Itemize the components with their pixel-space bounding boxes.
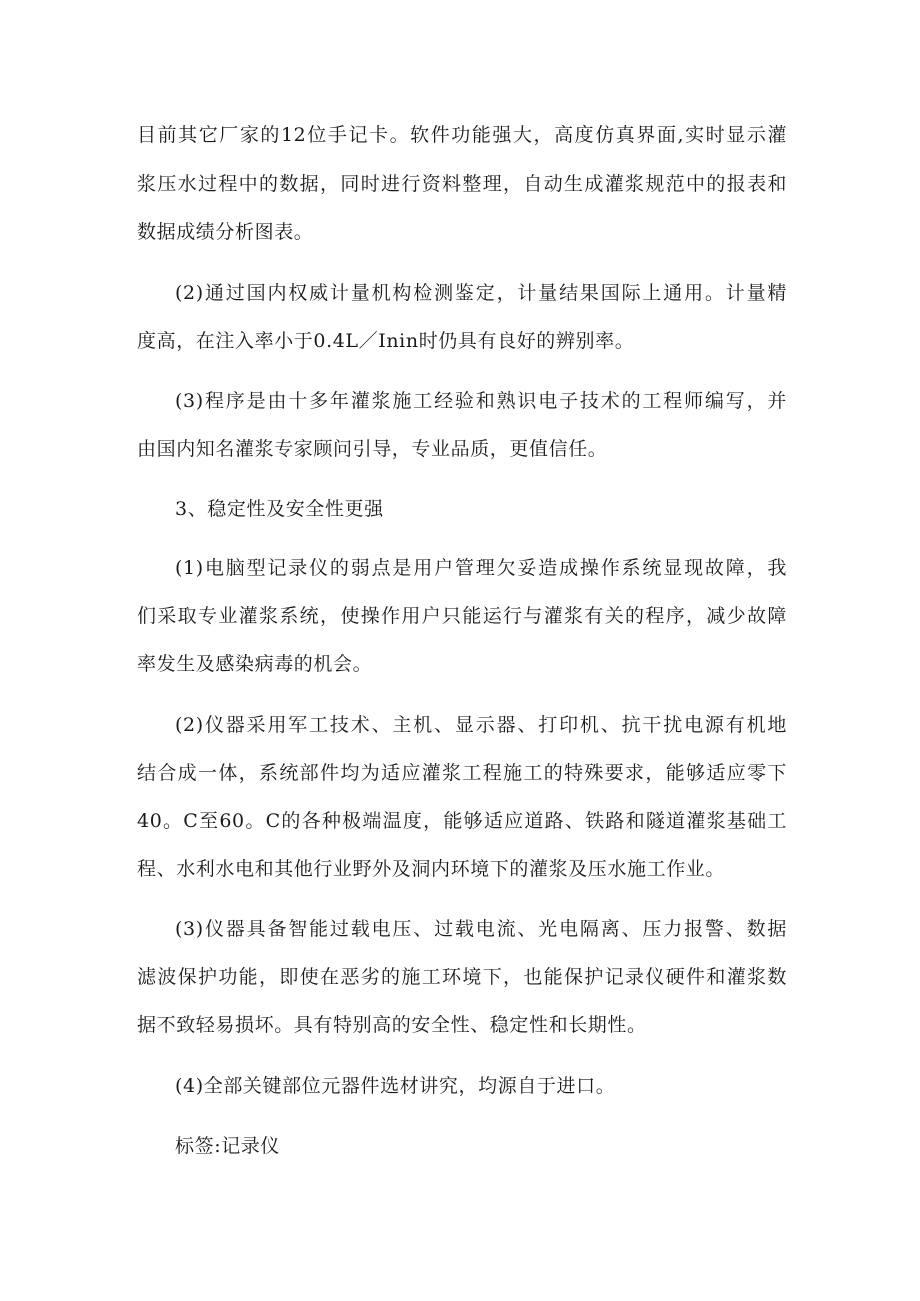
paragraph-line: (4)全部关键部位元器件选材讲究，均源自于进口。 — [175, 1075, 616, 1097]
paragraph-line: (2)通过国内权威计量机构检测鉴定，计量结果国际上通用。计量精 — [175, 282, 787, 304]
paragraph-line: 目前其它厂家的12位手记卡。软件功能强大，高度仿真界面,实时显示灌 — [137, 124, 787, 146]
paragraph-line: 们采取专业灌浆系统，使操作用户只能运行与灌浆有关的程序，减少故障 — [137, 605, 787, 627]
paragraph-line: 程、水利水电和其他行业野外及洞内环境下的灌浆及压水施工作业。 — [137, 858, 726, 880]
paragraph-line: 滤波保护功能，即使在恶劣的施工环境下，也能保护记录仪硬件和灌浆数 — [137, 966, 787, 988]
paragraph-line: 由国内知名灌浆专家顾问引导，专业品质，更值信任。 — [137, 438, 608, 460]
paragraph-line: (1)电脑型记录仪的弱点是用户管理欠妥造成操作系统显现故障，我 — [175, 557, 787, 579]
tags-line: 标签:记录仪 — [175, 1135, 281, 1157]
paragraph-line: 浆压水过程中的数据，同时进行资料整理，自动生成灌浆规范中的报表和 — [137, 173, 787, 195]
section-heading: 3、稳定性及安全性更强 — [175, 498, 384, 520]
paragraph-line: (3)仪器具备智能过载电压、过载电流、光电隔离、压力报警、数据 — [175, 918, 787, 940]
paragraph-line: 40。C至60。C的各种极端温度，能够适应道路、铁路和隧道灌浆基础工 — [137, 810, 787, 832]
paragraph-line: 数据成绩分析图表。 — [137, 221, 314, 243]
paragraph-line: 度高，在注入率小于0.4L／Inin时仍具有良好的辨别率。 — [137, 330, 635, 352]
paragraph-line: 率发生及感染病毒的机会。 — [137, 653, 373, 675]
paragraph-line: (3)程序是由十多年灌浆施工经验和熟识电子技术的工程师编写，并 — [175, 390, 787, 412]
paragraph-line: 结合成一体，系统部件均为适应灌浆工程施工的特殊要求，能够适应零下 — [137, 762, 787, 784]
paragraph-line: 据不致轻易损坏。具有特别高的安全性、稳定性和长期性。 — [137, 1014, 647, 1036]
paragraph-line: (2)仪器采用军工技术、主机、显示器、打印机、抗干扰电源有机地 — [175, 714, 787, 736]
